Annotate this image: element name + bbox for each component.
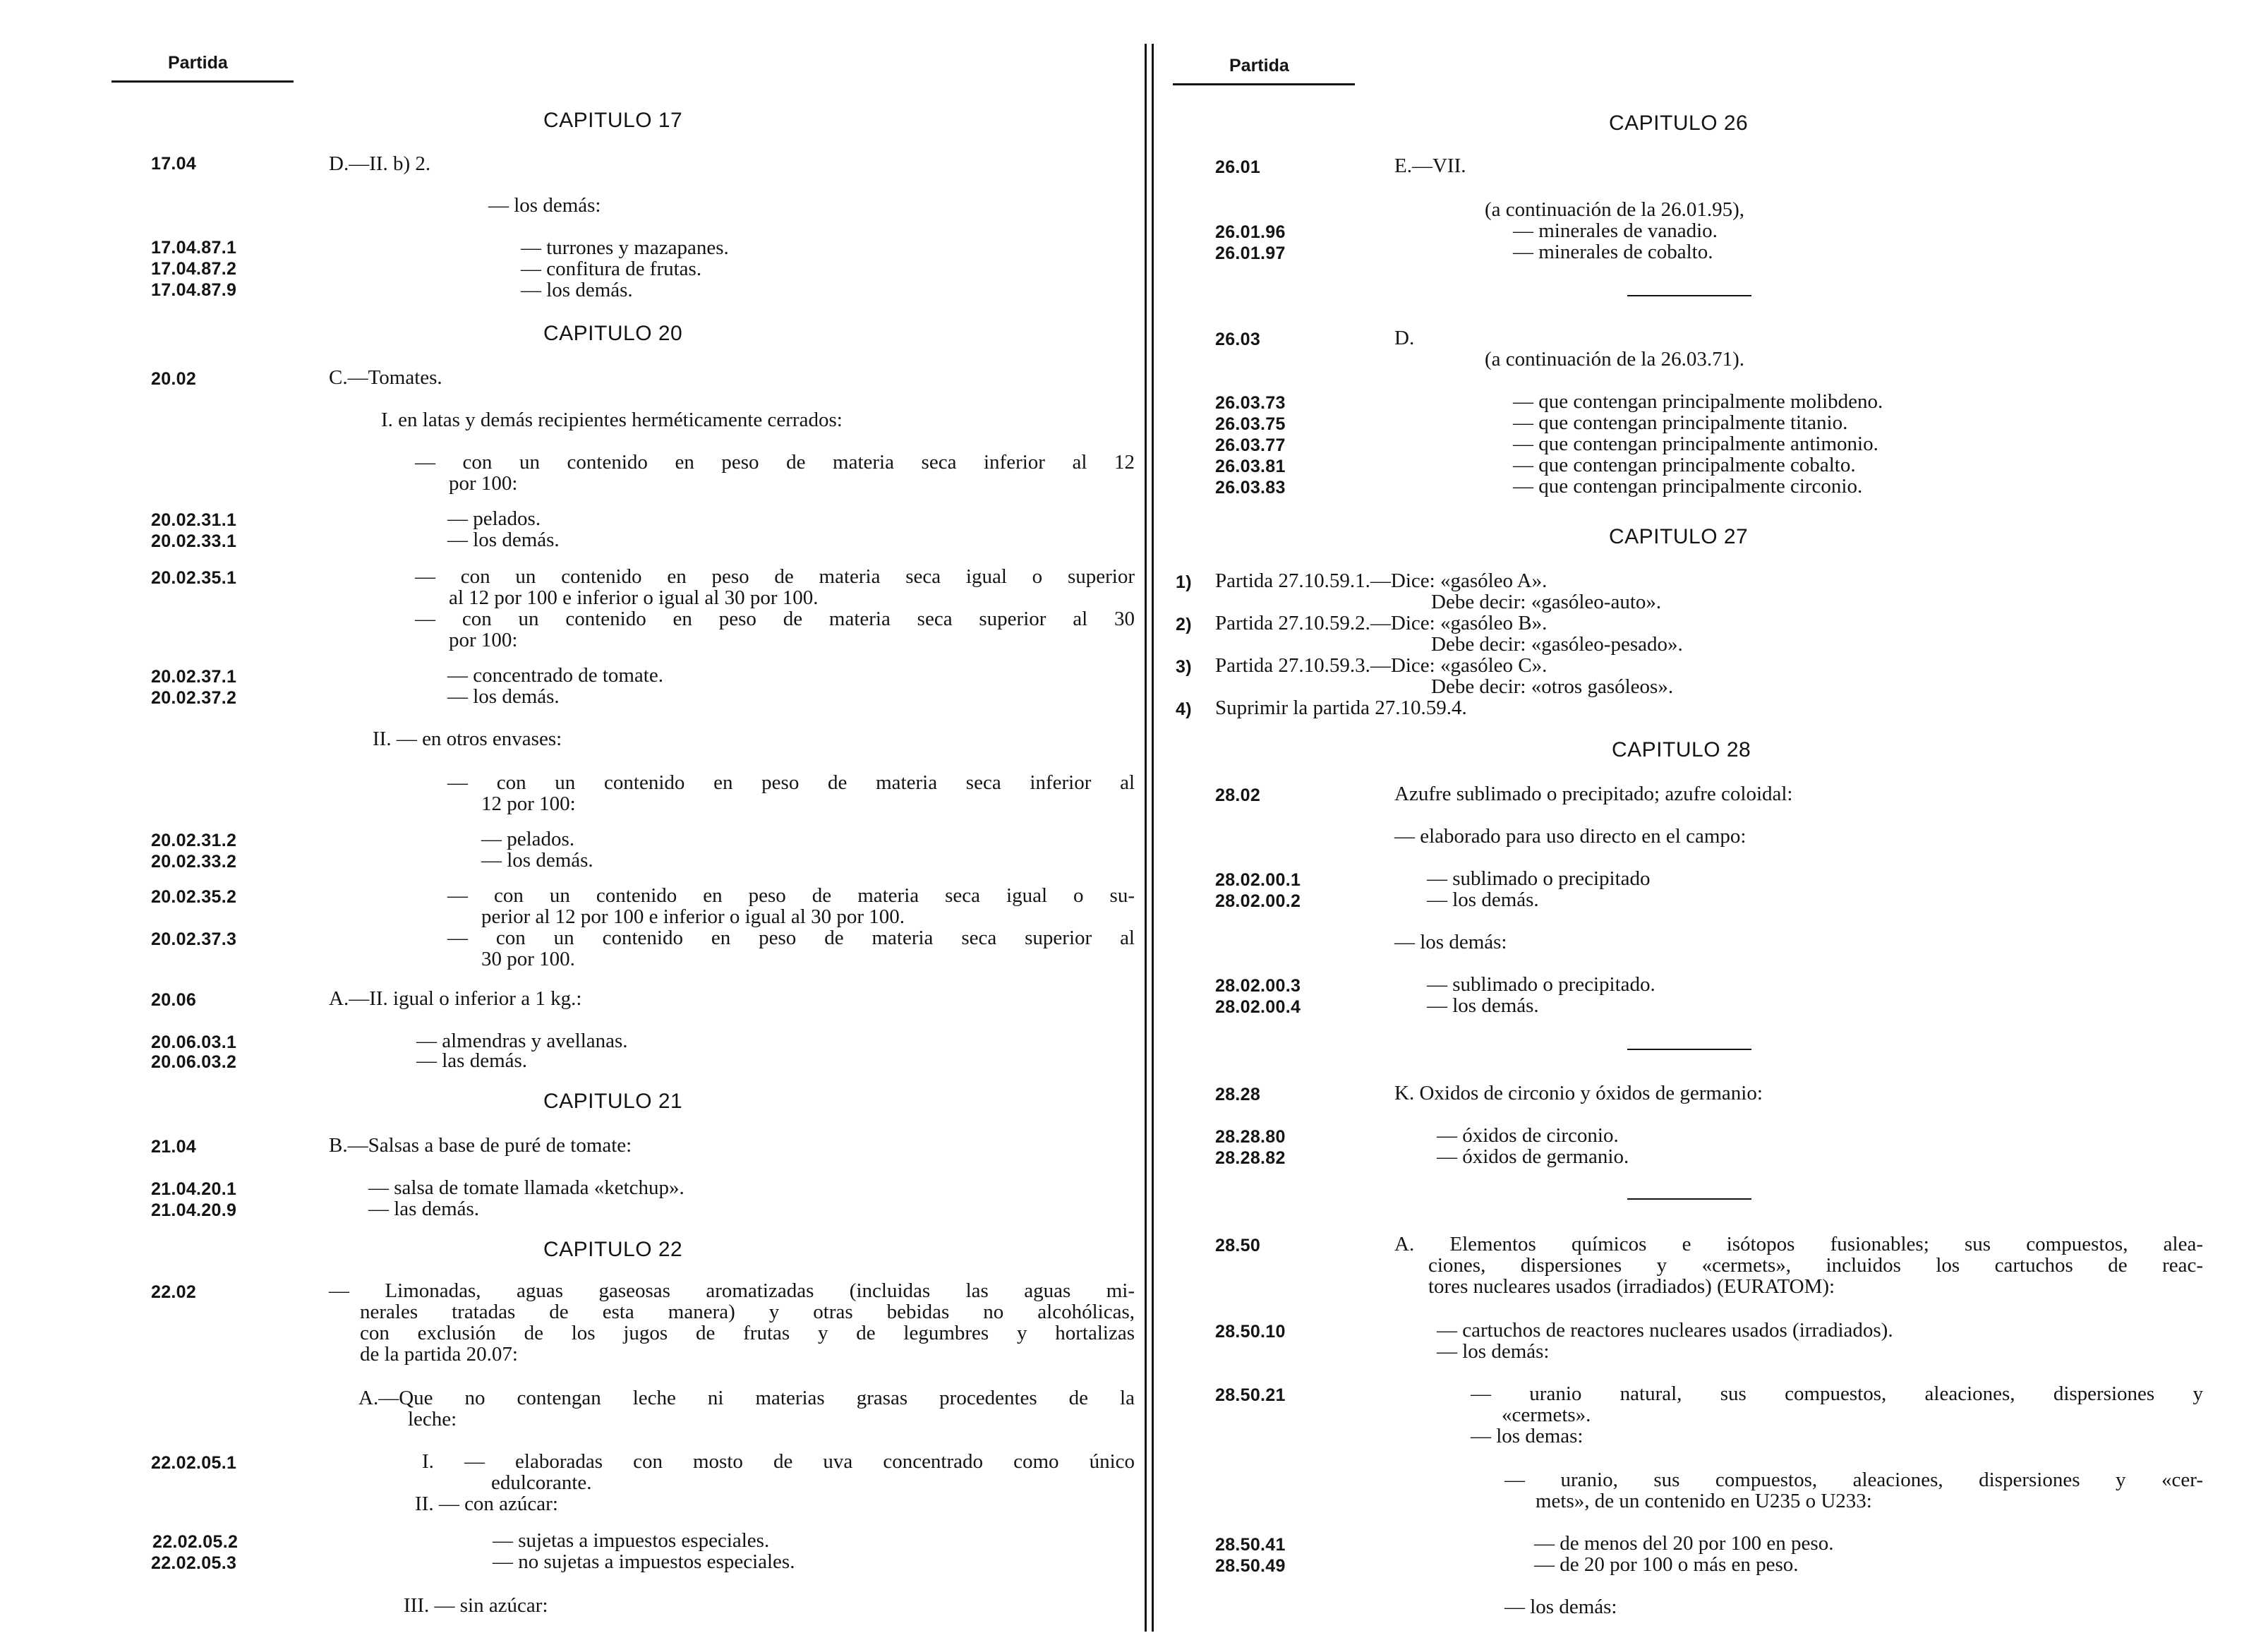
partida-code: 20.02.31.1 <box>151 510 237 530</box>
entry-text: — los demás. <box>1427 888 1539 911</box>
partida-code: 28.50.21 <box>1215 1385 1286 1405</box>
entry-text: — uranio natural, sus compuestos, aleaciones, dispersiones y <box>1471 1382 2203 1405</box>
partida-code: 28.02 <box>1215 785 1261 805</box>
entry-text: Debe decir: «otros gasóleos». <box>1431 675 1674 698</box>
partida-code: 21.04 <box>151 1137 197 1157</box>
partida-code: 20.02.35.1 <box>151 568 237 588</box>
partida-code: 26.01 <box>1215 157 1261 177</box>
entry-text: — con un contenido en peso de materia seca superior al <box>447 927 1135 949</box>
entry-text: Partida 27.10.59.1.—Dice: «gasóleo A». <box>1215 570 1548 592</box>
entry-text: — los demás: <box>488 194 601 217</box>
entry-text: III. — sin azúcar: <box>404 1594 548 1617</box>
entry-text: — turrones y mazapanes. <box>521 236 729 259</box>
partida-code: 21.04.20.1 <box>151 1179 237 1199</box>
partida-code: 26.03.83 <box>1215 478 1286 498</box>
column-divider-line-2 <box>1152 44 1154 1632</box>
partida-code: 20.06.03.2 <box>151 1052 237 1072</box>
entry-text: — no sujetas a impuestos especiales. <box>493 1550 795 1573</box>
section-separator <box>1627 1049 1751 1050</box>
entry-text: I. en latas y demás recipientes herméticamente cerrados: <box>381 409 843 431</box>
column-divider-line-1 <box>1145 44 1147 1632</box>
entry-text: por 100: <box>449 629 518 651</box>
partida-code: 17.04.87.1 <box>151 238 237 258</box>
item-number: 2) <box>1176 615 1192 634</box>
chapter-17-heading: CAPITULO 17 <box>543 109 683 132</box>
entry-text: E.—VII. <box>1394 155 1466 177</box>
partida-code: 28.02.00.2 <box>1215 891 1301 911</box>
partida-code: 20.02.37.3 <box>151 929 237 949</box>
partida-code: 28.02.00.3 <box>1215 976 1301 996</box>
partida-code: 28.50.41 <box>1215 1535 1286 1555</box>
partida-code: 26.03.81 <box>1215 457 1286 476</box>
entry-text: — los demás. <box>447 685 560 708</box>
entry-text: 12 por 100: <box>481 793 576 815</box>
entry-text: — los demás. <box>481 849 593 872</box>
entry-text: Debe decir: «gasóleo-auto». <box>1431 591 1662 613</box>
entry-text: (a continuación de la 26.03.71). <box>1485 348 1745 370</box>
item-number: 4) <box>1176 699 1192 719</box>
entry-text: Partida 27.10.59.3.—Dice: «gasóleo C». <box>1215 654 1548 677</box>
entry-text: perior al 12 por 100 e inferior o igual al 30 por 100. <box>481 905 905 928</box>
entry-text: — uranio, sus compuestos, aleaciones, dispersiones y «cer- <box>1504 1469 2203 1491</box>
entry-text: — con un contenido en peso de materia seca superior al 30 <box>415 608 1135 630</box>
partida-code: 20.06 <box>151 990 197 1010</box>
entry-text: — minerales de vanadio. <box>1513 219 1718 242</box>
entry-text: — los demás. <box>521 279 633 301</box>
entry-text: — de 20 por 100 o más en peso. <box>1534 1553 1799 1576</box>
partida-header-left: Partida <box>168 53 228 73</box>
entry-text: leche: <box>408 1408 457 1430</box>
entry-text: — los demás: <box>1437 1340 1550 1363</box>
partida-code: 28.28 <box>1215 1085 1261 1104</box>
entry-text: (a continuación de la 26.01.95), <box>1485 198 1745 221</box>
entry-text: — los demás. <box>1427 994 1539 1017</box>
partida-code: 20.02.37.2 <box>151 688 237 708</box>
entry-text: — con un contenido en peso de materia seca inferior al 12 <box>415 451 1135 474</box>
entry-text: mets», de un contenido en U235 o U233: <box>1536 1490 1872 1512</box>
partida-code: 22.02.05.1 <box>151 1453 237 1473</box>
partida-code: 20.02.37.1 <box>151 667 237 687</box>
partida-code: 26.03 <box>1215 330 1261 349</box>
section-separator <box>1627 295 1751 296</box>
partida-code: 17.04.87.9 <box>151 280 237 300</box>
partida-code: 20.02 <box>151 369 197 389</box>
chapter-27-heading: CAPITULO 27 <box>1609 525 1749 548</box>
chapter-20-heading: CAPITULO 20 <box>543 322 683 345</box>
entry-text: A. Elementos químicos e isótopos fusionables; sus compuestos, alea- <box>1394 1233 2203 1255</box>
partida-code: 28.02.00.4 <box>1215 997 1301 1017</box>
entry-text: al 12 por 100 e inferior o igual al 30 por 100. <box>449 586 819 609</box>
entry-text: — los demas: <box>1471 1425 1584 1447</box>
entry-text: — las demás. <box>416 1049 528 1072</box>
partida-code: 26.03.73 <box>1215 393 1286 413</box>
chapter-28-heading: CAPITULO 28 <box>1612 738 1751 761</box>
entry-text: — que contengan principalmente antimonio. <box>1513 433 1878 455</box>
entry-text: C.—Tomates. <box>329 366 442 389</box>
entry-text: — óxidos de germanio. <box>1437 1145 1629 1168</box>
partida-code: 20.02.31.2 <box>151 831 237 850</box>
entry-text: — con un contenido en peso de materia seca igual o superior <box>415 565 1135 588</box>
header-rule-left <box>111 80 294 83</box>
entry-text: I. — elaboradas con mosto de uva concentrado como único <box>422 1450 1135 1473</box>
partida-code: 28.50 <box>1215 1236 1261 1255</box>
item-number: 1) <box>1176 572 1192 592</box>
partida-code: 28.02.00.1 <box>1215 870 1301 890</box>
entry-text: — confitura de frutas. <box>521 258 702 280</box>
chapter-22-heading: CAPITULO 22 <box>543 1238 683 1261</box>
partida-code: 20.02.33.2 <box>151 852 237 872</box>
entry-text: Partida 27.10.59.2.—Dice: «gasóleo B». <box>1215 612 1548 634</box>
partida-code: 26.03.77 <box>1215 435 1286 455</box>
entry-text: — los demás. <box>447 529 560 551</box>
entry-text: nerales tratadas de esta manera) y otras bebidas no alcohólicas, <box>360 1301 1135 1323</box>
entry-text: Suprimir la partida 27.10.59.4. <box>1215 697 1467 719</box>
partida-header-right: Partida <box>1229 56 1289 76</box>
entry-text: — Limonadas, aguas gaseosas aromatizadas (incluidas las aguas mi- <box>329 1279 1135 1302</box>
entry-text: Azufre sublimado o precipitado; azufre coloidal: <box>1394 783 1793 805</box>
entry-text: de la partida 20.07: <box>360 1343 518 1366</box>
partida-code: 28.28.82 <box>1215 1148 1286 1168</box>
entry-text: — con un contenido en peso de materia seca igual o su- <box>447 884 1135 907</box>
entry-text: II. — en otros envases: <box>373 728 562 750</box>
entry-text: tores nucleares usados (irradiados) (EURATOM): <box>1428 1275 1835 1298</box>
entry-text: Debe decir: «gasóleo-pesado». <box>1431 633 1683 656</box>
entry-text: — que contengan principalmente molibdeno. <box>1513 390 1883 413</box>
entry-text: — pelados. <box>481 828 575 850</box>
item-number: 3) <box>1176 657 1192 677</box>
entry-text: — los demás: <box>1394 931 1507 953</box>
entry-text: ciones, dispersiones y «cermets», incluidos los cartuchos de reac- <box>1428 1254 2203 1277</box>
entry-text: — las demás. <box>368 1198 480 1220</box>
chapter-26-heading: CAPITULO 26 <box>1609 112 1749 135</box>
entry-text: D.—II. b) 2. <box>329 152 431 175</box>
entry-text: — sublimado o precipitado <box>1427 867 1651 890</box>
entry-text: — sujetas a impuestos especiales. <box>493 1529 770 1552</box>
entry-text: con exclusión de los jugos de frutas y de legumbres y hortalizas <box>360 1322 1135 1344</box>
entry-text: — elaborado para uso directo en el campo: <box>1394 825 1747 848</box>
partida-code: 26.03.75 <box>1215 414 1286 434</box>
entry-text: edulcorante. <box>491 1471 592 1494</box>
section-separator <box>1627 1198 1751 1200</box>
partida-code: 22.02.05.3 <box>151 1553 237 1573</box>
entry-text: — los demás: <box>1504 1596 1617 1618</box>
partida-code: 26.01.97 <box>1215 243 1286 263</box>
entry-text: — concentrado de tomate. <box>447 664 663 687</box>
entry-text: A.—II. igual o inferior a 1 kg.: <box>329 987 582 1010</box>
entry-text: — óxidos de circonio. <box>1437 1124 1619 1147</box>
partida-code: 21.04.20.9 <box>151 1200 237 1220</box>
partida-code: 20.02.35.2 <box>151 887 237 907</box>
entry-text: — almendras y avellanas. <box>416 1030 628 1052</box>
partida-code: 28.28.80 <box>1215 1127 1286 1147</box>
partida-code: 20.02.33.1 <box>151 531 237 551</box>
entry-text: — de menos del 20 por 100 en peso. <box>1534 1532 1834 1555</box>
entry-text: — cartuchos de reactores nucleares usados (irradiados). <box>1437 1319 1893 1342</box>
entry-text: — que contengan principalmente cobalto. <box>1513 454 1856 476</box>
partida-code: 22.02 <box>151 1282 197 1302</box>
partida-code: 28.50.49 <box>1215 1556 1286 1576</box>
partida-code: 20.06.03.1 <box>151 1032 237 1052</box>
entry-text: 30 por 100. <box>481 948 575 970</box>
entry-text: «cermets». <box>1502 1404 1591 1426</box>
entry-text: por 100: <box>449 472 518 495</box>
entry-text: — con un contenido en peso de materia seca inferior al <box>447 771 1135 794</box>
entry-text: — sublimado o precipitado. <box>1427 973 1655 996</box>
entry-text: K. Oxidos de circonio y óxidos de germanio: <box>1394 1082 1763 1104</box>
partida-code: 28.50.10 <box>1215 1322 1286 1342</box>
partida-code: 26.01.96 <box>1215 222 1286 242</box>
entry-text: — salsa de tomate llamada «ketchup». <box>368 1176 684 1199</box>
entry-text: — pelados. <box>447 507 541 530</box>
entry-text: — que contengan principalmente titanio. <box>1513 411 1848 434</box>
entry-text: D. <box>1394 327 1415 349</box>
entry-text: B.—Salsas a base de puré de tomate: <box>329 1134 632 1157</box>
chapter-21-heading: CAPITULO 21 <box>543 1090 683 1113</box>
entry-text: A.—Que no contengan leche ni materias grasas procedentes de la <box>358 1387 1135 1409</box>
entry-text: — que contengan principalmente circonio. <box>1513 475 1863 498</box>
entry-text: II. — con azúcar: <box>415 1493 558 1515</box>
partida-code: 22.02.05.2 <box>152 1532 239 1552</box>
partida-code: 17.04.87.2 <box>151 259 237 279</box>
header-rule-right <box>1173 83 1355 85</box>
partida-code: 17.04 <box>151 154 197 174</box>
entry-text: — minerales de cobalto. <box>1513 241 1713 263</box>
